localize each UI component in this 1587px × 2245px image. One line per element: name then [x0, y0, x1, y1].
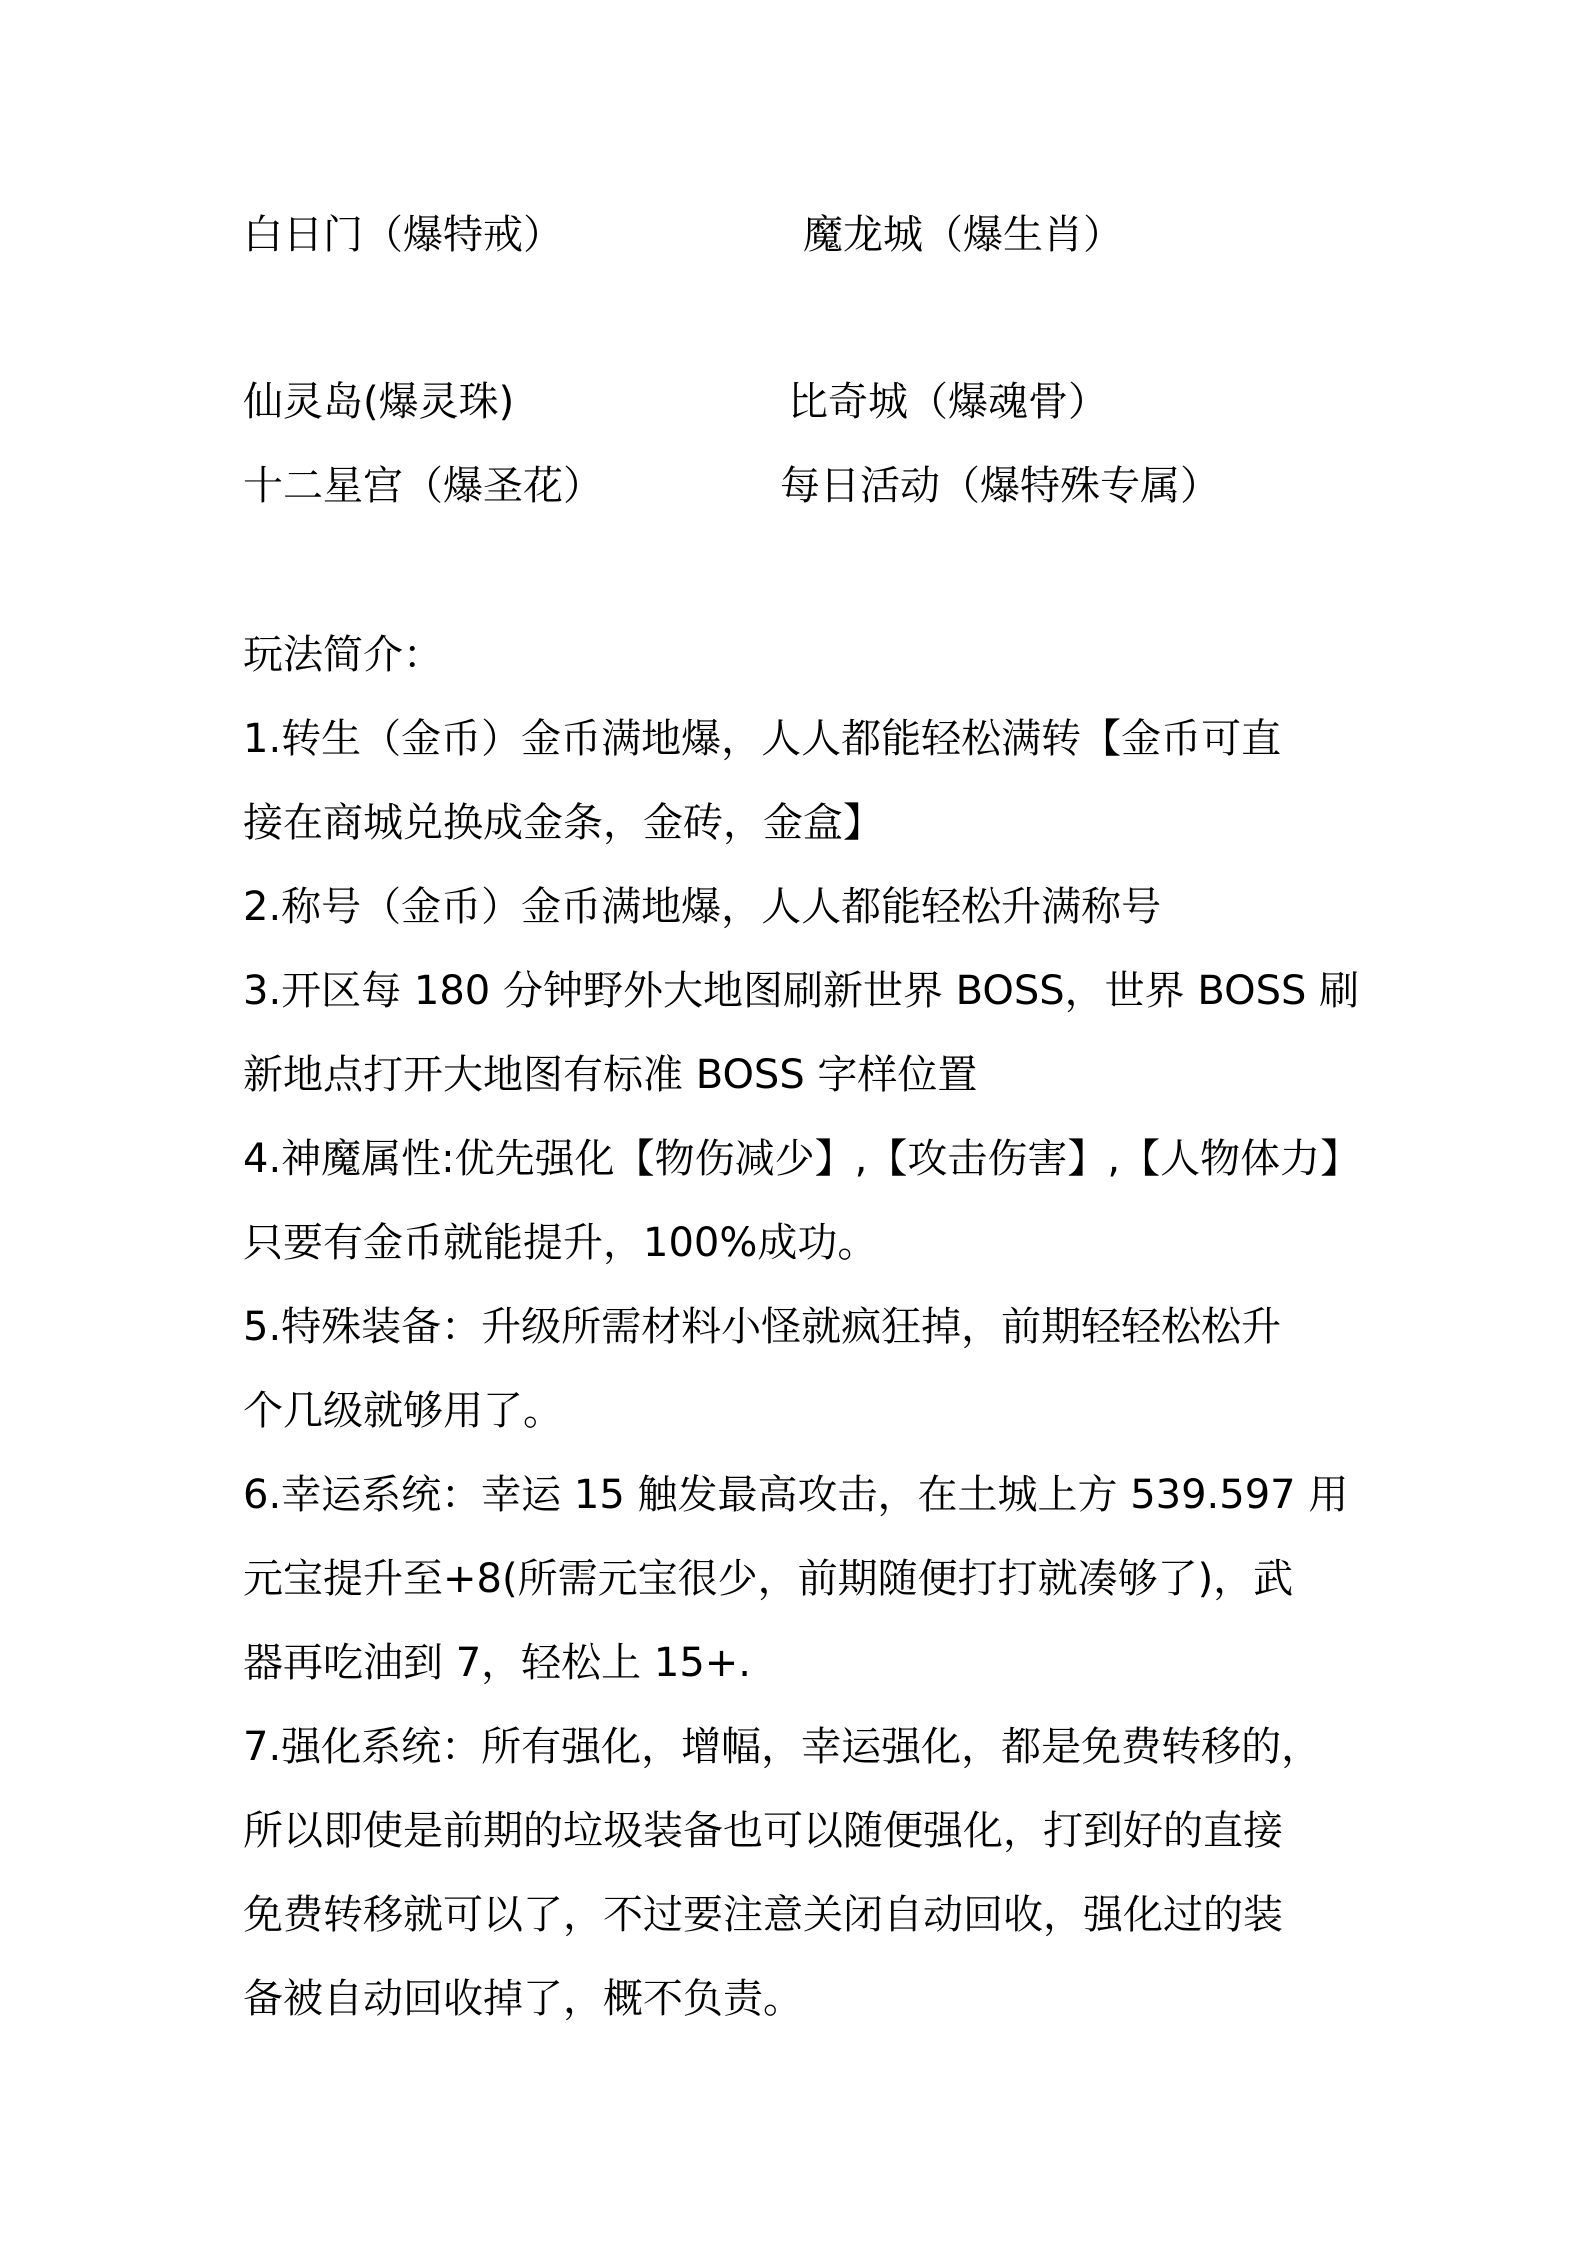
map-daily-activity: 每日活动（爆特殊专属） — [780, 463, 1220, 509]
map-xianling-island: 仙灵岛(爆灵珠) — [243, 379, 515, 425]
map-baori-gate: 白日门（爆特戒） — [243, 212, 563, 258]
body-line-15: 免费转移就可以了，不过要注意关闭自动回收，强化过的装 — [243, 1892, 1283, 1938]
body-line-16: 备被自动回收掉了，概不负责。 — [243, 1976, 803, 2022]
body-line-1: 1.转生（金币）金币满地爆，人人都能轻松满转【金币可直 — [243, 716, 1282, 762]
body-line-12: 器再吃油到 7，轻松上 15+. — [243, 1640, 752, 1686]
body-line-13: 7.强化系统：所有强化，增幅，幸运强化，都是免费转移的， — [243, 1724, 1322, 1770]
body-line-14: 所以即使是前期的垃圾装备也可以随便强化，打到好的直接 — [243, 1808, 1283, 1854]
body-line-7: 只要有金币就能提升，100%成功。 — [243, 1220, 878, 1266]
body-line-3: 2.称号（金币）金币满地爆，人人都能轻松升满称号 — [243, 884, 1162, 930]
body-line-10: 6.幸运系统：幸运 15 触发最高攻击，在土城上方 539.597 用 — [243, 1472, 1349, 1518]
body-line-5: 新地点打开大地图有标准 BOSS 字样位置 — [243, 1052, 978, 1098]
map-biqi-city: 比奇城（爆魂骨） — [788, 379, 1108, 425]
body-line-6: 4.神魔属性:优先强化【物伤减少】,【攻击伤害】,【人物体力】 — [243, 1136, 1361, 1182]
body-line-2: 接在商城兑换成金条，金砖，金盒】 — [243, 800, 883, 846]
body-line-11: 元宝提升至+8(所需元宝很少，前期随便打打就凑够了)，武 — [243, 1556, 1294, 1602]
body-line-4: 3.开区每 180 分钟野外大地图刷新世界 BOSS，世界 BOSS 刷 — [243, 968, 1360, 1014]
body-line-9: 个几级就够用了。 — [243, 1388, 563, 1434]
intro-heading: 玩法简介： — [243, 632, 443, 678]
map-molong-city: 魔龙城（爆生肖） — [803, 212, 1123, 258]
map-twelve-palaces: 十二星宫（爆圣花） — [243, 463, 603, 509]
body-line-8: 5.特殊装备：升级所需材料小怪就疯狂掉，前期轻轻松松升 — [243, 1304, 1282, 1350]
